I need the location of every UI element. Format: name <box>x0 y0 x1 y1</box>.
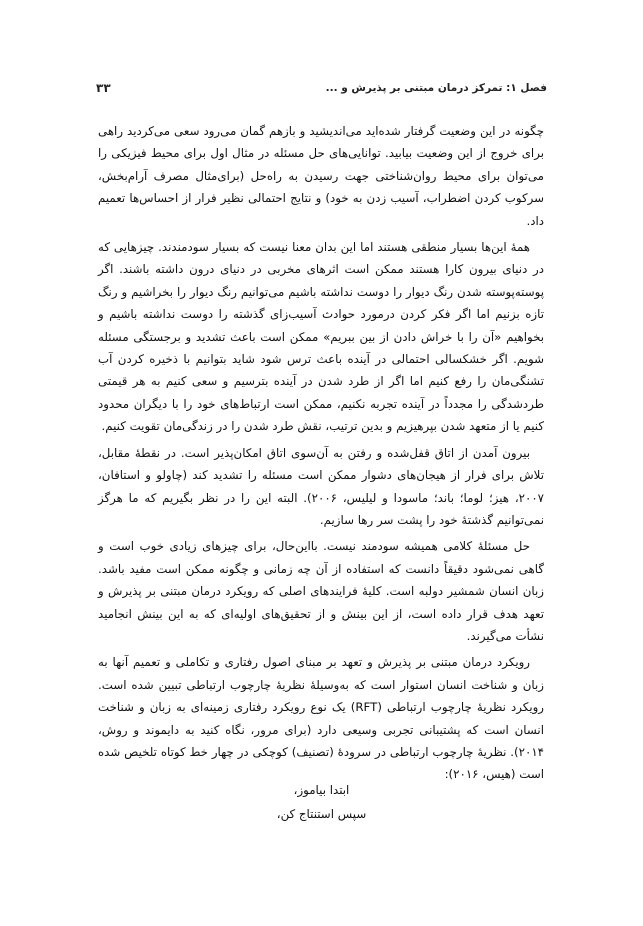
paragraph: همهٔ این‌ها بسیار منطقی هستند اما این بدان معنا نیست که بسیار سودمندند. چیزهایی که در دنیای بیرون کارا هستند ممکن است اثرهای مخربی در دنیای درون داشته باشند. اگر پوسته‌پوسته شدن رنگ دیوار را دوست نداشته باشیم می‌توانیم رنگ دیوار را بخراشیم و رنگ تازه بزنیم اما اگر فکر کردن درمورد حوادث آسیب‌زای گذشته را دوست نداشته باشیم و بخواهیم «آن را با خراش دادن از بین ببریم» ممکن است باعث تشدید و برجستگی مسئله شویم. اگر خشکسالی احتمالی در آینده باعث ترس شود شاید بتوانیم با ذخیره کردن آب تشنگی‌مان را رفع کنیم اما اگر از طرد شدن در آینده بترسیم و سعی کنیم به هر قیمتی طردشدگی را مجدداً در آینده تجربه نکنیم، ممکن است ارتباط‌های خود را با دیگران محدود کنیم یا از متعهد شدن بپرهیزیم و بدین ترتیب، نقش طرد شدن را در زندگی‌مان تقویت کنیم. <box>98 240 544 434</box>
paragraph: رویکرد درمان مبتنی بر پذیرش و تعهد بر مبنای اصول رفتاری و تکاملی و تعمیم آنها به زبان و شناخت انسان استوار است که به‌وسیلهٔ نظریهٔ چارچوب ارتباطی تبیین شده است. رویکرد نظریهٔ چارچوب ارتباطی (RFT) یک نوع رویکرد رفتاری زمینه‌ای به زبان و شناخت انسان است که پشتیبانی تجربی وسیعی دارد (برای مرور، نگاه کنید به دایموند و روش، ۲۰۱۴). نظریهٔ چارچوب ارتباطی در سرودهٔ (تصنیف) کوچکی در چهار خط کوتاه تلخیص شده است (هیس، ۲۰۱۶): <box>98 655 544 782</box>
verse-line: سپس استنتاج کن، <box>276 807 367 821</box>
chapter-title: فصل ۱: تمرکز درمان مبتنی بر پذیرش و ... <box>325 82 547 94</box>
body-text <box>98 120 544 790</box>
page-number: ۳۳ <box>96 81 111 95</box>
running-header <box>96 78 547 98</box>
verse-line: ابتدا بیاموز، <box>293 783 350 797</box>
paragraph: حل مسئلهٔ کلامی همیشه سودمند نیست. بااین‌حال، برای چیزهای زیادی خوب است و گاهی نمی‌شود دقیقاً دانست که استفاده از آن چه زمانی و چگونه ممکن است مفید باشد. زبان انسان شمشیر دولبه است. کلیهٔ فرایندهای اصلی که رویکرد درمان مبتنی بر پذیرش و تعهد هدف قرار داده است، از این بینش و از تحقیق‌های اولیه‌ای که به این بینش انجامید نشأت می‌گیرند. <box>98 539 544 643</box>
paragraph: بیرون آمدن از اتاق قفل‌شده و رفتن به آن‌سوی اتاق امکان‌پذیر است. در نقطهٔ مقابل، تلاش برای فرار از هیجان‌های دشوار ممکن است مسئله را تشدید کند (چاولو و استافان، ۲۰۰۷، هیز؛ لوما؛ باند؛ ماسودا و لیلیس، ۲۰۰۶). البته این را در نظر بگیریم که ما هرگز نمی‌توانیم گذشتهٔ خود را پشت سر رها سازیم. <box>98 445 544 527</box>
paragraph: چگونه در این وضعیت گرفتار شده‌اید می‌اندیشید و بازهم گمان می‌رود سعی می‌کردید راهی برای خروج از این وضعیت بیابید. توانایی‌های حل مسئله در مثال اول برای محیط فیزیکی را می‌توان برای محیط روان‌شناختی جهت رسیدن به راه‌حل (برای‌مثال مصرف آرام‌بخش، سرکوب کردن اضطراب، آسیب زدن به خود) و نتایج احتمالی نظیر فرار از احساس‌ها تعمیم داد. <box>98 124 544 228</box>
verse-block <box>96 778 547 826</box>
